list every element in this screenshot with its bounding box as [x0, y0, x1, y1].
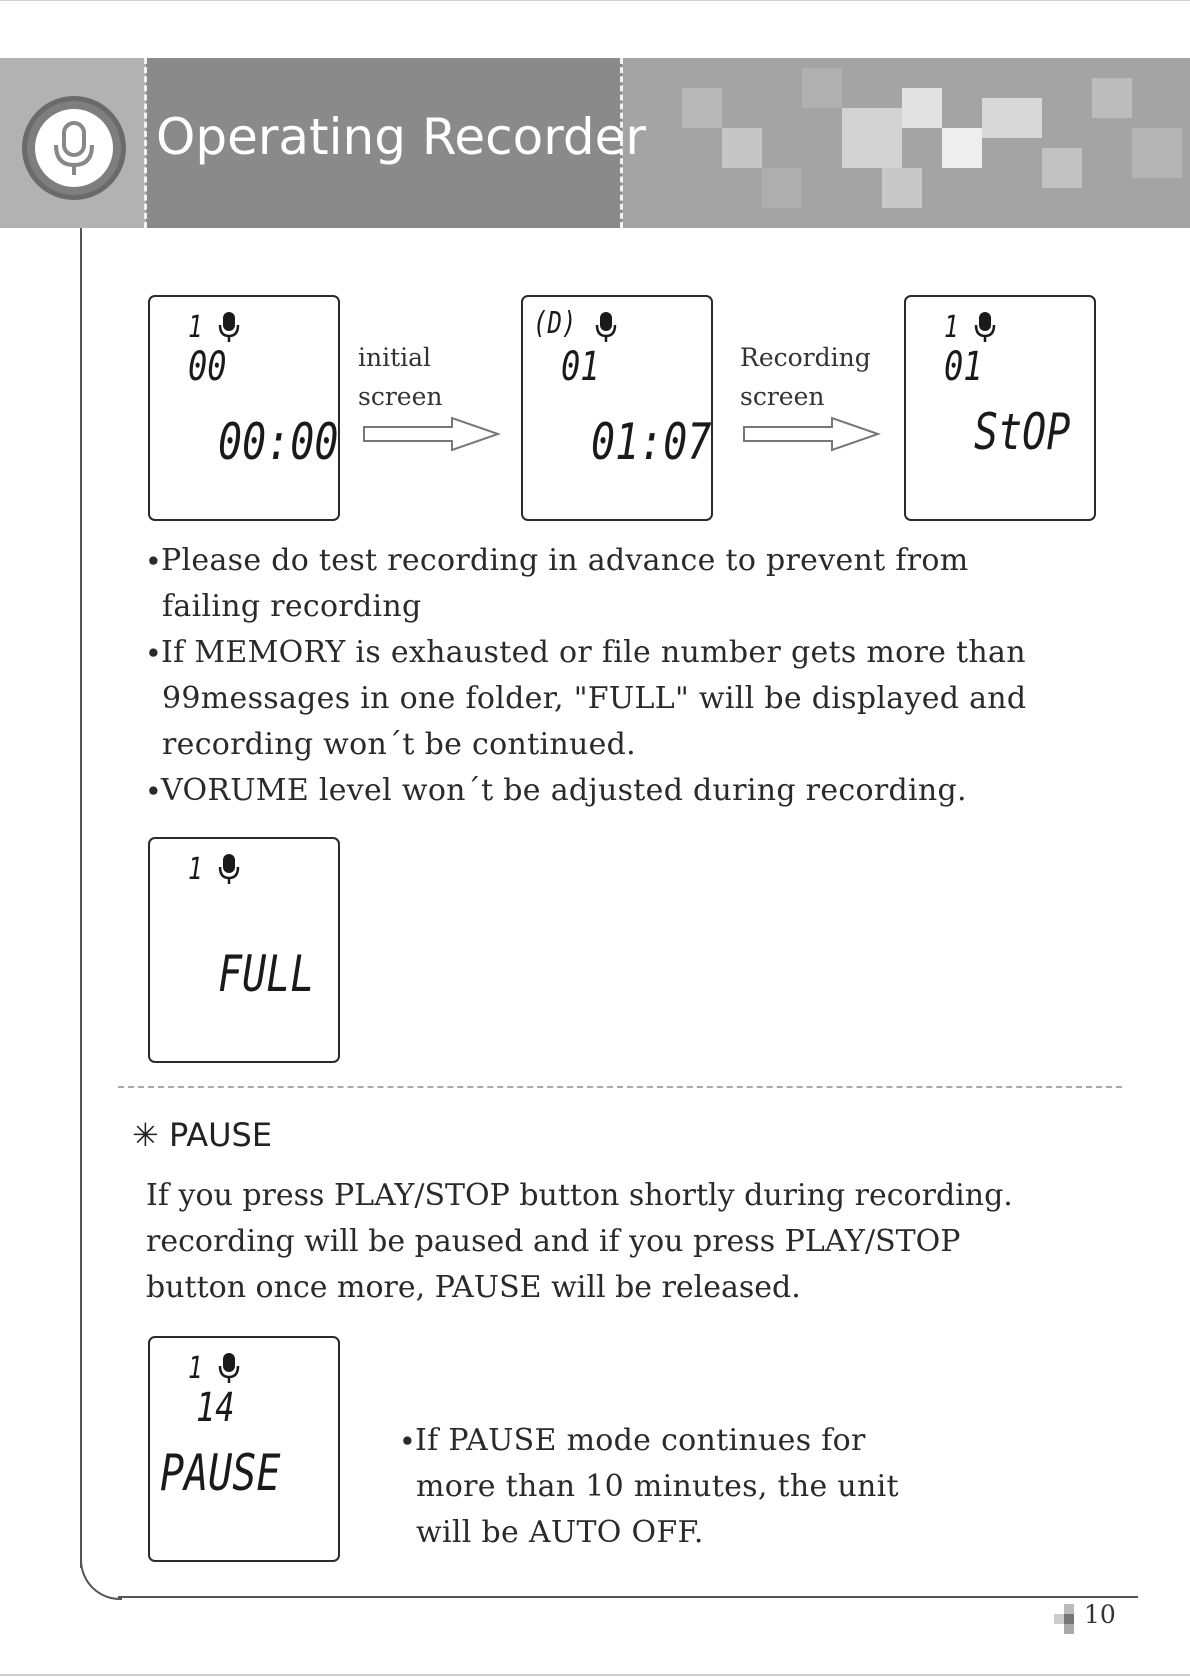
- arrow-right-icon: [742, 414, 882, 454]
- mic-indicator-icon: [595, 311, 617, 343]
- note-memory-full: ∙If MEMORY is exhausted or file number gets more than 99messages in one folder, "FULL" will be displayed and recording won´t be continued.: [146, 635, 1027, 762]
- page-number-mark-icon: [1054, 1604, 1084, 1634]
- lcd-file-number: 14: [196, 1385, 235, 1431]
- microphone-icon: [22, 96, 126, 200]
- note-volume: ∙VORUME level won´t be adjusted during recording.: [146, 773, 967, 808]
- lcd-folder: 1: [944, 310, 959, 345]
- lcd-screen-recording: [521, 295, 713, 521]
- mic-indicator-icon: [218, 311, 240, 343]
- lcd-value: PAUSE: [160, 1444, 281, 1502]
- lcd-value: FULL: [218, 945, 315, 1003]
- lcd-value: 01:07: [591, 413, 712, 471]
- pause-description: If you press PLAY/STOP button shortly during recording. recording will be paused and if you press PLAY/STOP button once more, PAUSE will be released.: [146, 1178, 1013, 1305]
- arrow-label-recording: Recording screen: [740, 343, 871, 411]
- lcd-screen-stop: [904, 295, 1096, 521]
- arrow-label-initial: initial screen: [358, 343, 443, 411]
- page-number: 10: [1084, 1600, 1116, 1629]
- page-title: Operating Recorder: [156, 108, 646, 166]
- lcd-screen-full: [148, 837, 340, 1063]
- lcd-folder: 1: [188, 1351, 203, 1386]
- page-top-rule: [0, 0, 1190, 1]
- lcd-file-number: 01: [944, 344, 983, 390]
- lcd-file-number: 00: [188, 344, 227, 390]
- page-bottom-rule: [0, 1674, 1190, 1676]
- header-pixel-pattern: [622, 58, 1190, 228]
- lcd-file-number: 01: [561, 344, 600, 390]
- lcd-value: 00:00: [218, 413, 339, 471]
- header-divider-left: [144, 58, 147, 228]
- lcd-folder: 1: [188, 852, 203, 887]
- frame-left-rule: [80, 228, 82, 1568]
- lcd-screen-initial: [148, 295, 340, 521]
- lcd-folder: 1: [188, 310, 203, 345]
- frame-bottom-rule: [118, 1596, 1138, 1598]
- note-test-recording: ∙Please do test recording in advance to prevent from failing recording: [146, 543, 969, 624]
- mic-indicator-icon: [218, 1352, 240, 1384]
- lcd-screen-pause: [148, 1336, 340, 1562]
- mic-indicator-icon: [974, 311, 996, 343]
- frame-corner: [80, 1538, 122, 1600]
- arrow-right-icon: [362, 414, 502, 454]
- lcd-folder: (D): [533, 306, 577, 341]
- lcd-value: StOP: [974, 403, 1071, 461]
- mic-indicator-icon: [218, 853, 240, 885]
- pause-heading: ✳ PAUSE: [132, 1116, 273, 1154]
- section-header: [0, 58, 1190, 228]
- note-auto-off: ∙If PAUSE mode continues for more than 10 minutes, the unit will be AUTO OFF.: [400, 1423, 899, 1550]
- section-separator: [118, 1086, 1122, 1088]
